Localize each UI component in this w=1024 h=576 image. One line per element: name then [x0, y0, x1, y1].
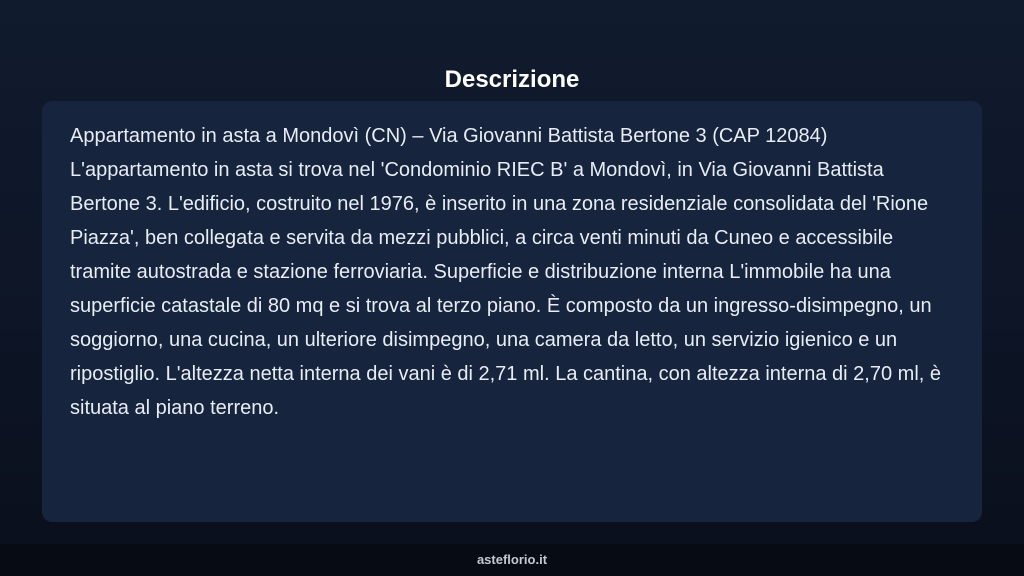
page-title: Descrizione: [444, 66, 580, 94]
footer-site-label: asteflorio.it: [0, 544, 1024, 576]
description-card: [42, 101, 982, 522]
description-text: Appartamento in asta a Mondovì (CN) – Via Giovanni Battista Bertone 3 (CAP 12084) L'appartamento in asta si trova nel 'Condominio RIEC B' a Mondovì, in Via Giovanni Battista Bertone 3. L'edificio, costruito nel 1976, è inserito in una zona residenziale consolidata del 'Rione Piazza', ben collegata e servita da mezzi pubblici, a circa venti minuti da Cuneo e accessibile tramite autostrada e stazione ferroviaria. Superficie e distribuzione interna L'immobile ha una superficie catastale di 80 mq e si trova al terzo piano. È composto da un ingresso-disimpegno, un soggiorno, una cucina, un ulteriore disimpegno, una camera da letto, un servizio igienico e un ripostiglio. L'altezza netta interna dei vani è di 2,71 ml. La cantina, con altezza interna di 2,70 ml, è situata al piano terreno.: [70, 125, 941, 419]
